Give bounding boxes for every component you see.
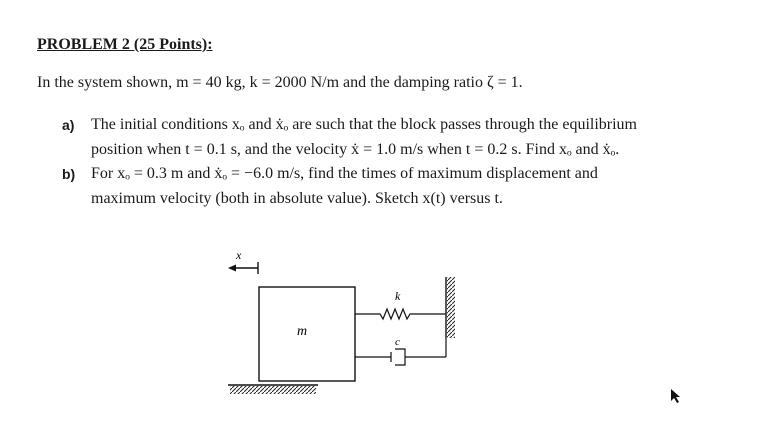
part-b	[62, 162, 742, 211]
part-a-line-1: The initial conditions xₒ and ẋₒ are such that the block passes through the equilibrium	[91, 116, 637, 133]
part-a-label: a)	[62, 117, 75, 133]
part-a-line-2: position when t = 0.1 s, and the velocity ẋ = 1.0 m/s when t = 0.2 s. Find xₒ and ẋₒ.	[91, 140, 620, 158]
damper-label: c	[395, 336, 400, 348]
mass-spring-damper-figure	[220, 246, 470, 406]
damper	[355, 336, 446, 365]
mouse-pointer-icon	[670, 388, 682, 404]
spring	[355, 289, 446, 319]
mass-label: m	[297, 324, 308, 339]
problem-title: PROBLEM 2 (25 Points):	[37, 36, 213, 53]
spring-label: k	[395, 289, 401, 303]
part-b-line-2: maximum velocity (both in absolute value). Sketch x(t) versus t.	[91, 189, 503, 207]
problem-parts	[62, 113, 742, 211]
ground	[228, 385, 318, 394]
problem-intro: In the system shown, m = 40 kg, k = 2000 N/m and the damping ratio ζ = 1.	[37, 74, 523, 91]
wall	[446, 277, 455, 338]
part-b-label: b)	[62, 166, 76, 182]
coordinate-label: x	[236, 248, 242, 262]
part-a	[62, 113, 742, 162]
part-b-line-1: For xₒ = 0.3 m and ẋₒ = −6.0 m/s, find the times of maximum displacement and	[91, 165, 598, 182]
coordinate-arrow	[228, 248, 258, 274]
